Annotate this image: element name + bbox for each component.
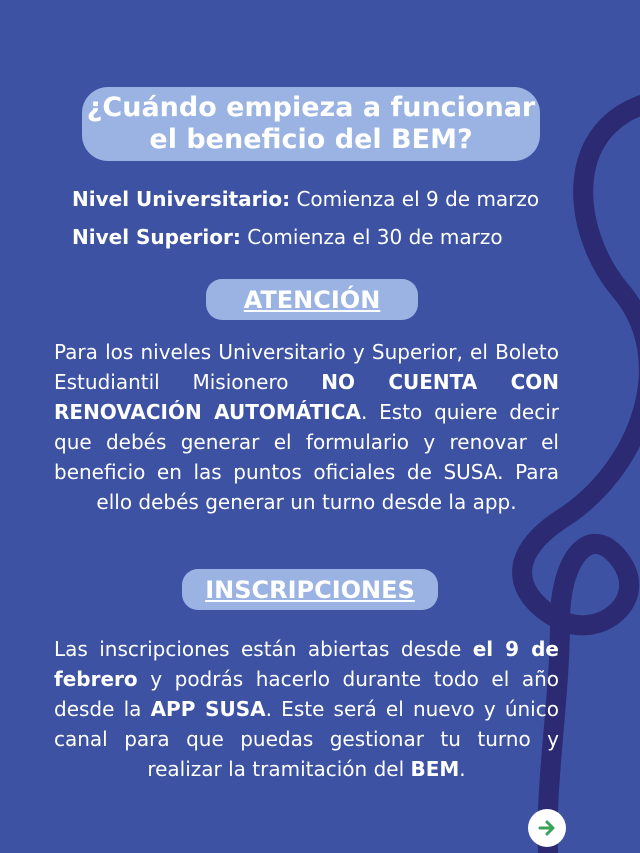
atencion-text-2: . Esto quiere decir que debés generar el formulario y renovar el beneficio en las puntos oficiales de SUSA. Para ello debés generar un turno desde la app. <box>54 400 559 514</box>
level-label: Nivel Superior: <box>72 225 241 249</box>
level-universitario <box>72 180 592 218</box>
atencion-text-1: Para los niveles Universitario y Superior, el Boleto Estudiantil Misionero <box>54 340 559 394</box>
title-pill <box>82 87 540 161</box>
inscripciones-paragraph <box>54 634 559 784</box>
inscripciones-heading: INSCRIPCIONES <box>182 569 438 610</box>
level-text: Comienza el 9 de marzo <box>290 187 540 211</box>
arrow-right-icon <box>537 818 557 838</box>
next-button[interactable] <box>528 809 566 847</box>
insc-bold-3: BEM <box>410 757 460 781</box>
insc-text-1: Las inscripciones están abiertas desde <box>54 637 473 661</box>
level-superior <box>72 218 592 256</box>
title-line-1: ¿Cuándo empieza a funcionar <box>86 92 536 123</box>
insc-text-3: . Este será el nuevo y único canal para que puedas gestionar tu turno y realizar la tramitación del <box>54 697 559 781</box>
insc-text-4: . <box>459 757 466 781</box>
levels-list <box>72 180 592 256</box>
insc-text-2: y podrás hacerlo durante todo el año desde la <box>54 667 559 721</box>
insc-bold-1: el 9 de febrero <box>54 637 559 691</box>
level-label: Nivel Universitario: <box>72 187 291 211</box>
insc-bold-2: APP SUSA <box>150 697 266 721</box>
atencion-paragraph <box>54 337 559 517</box>
level-text: Comienza el 30 de marzo <box>240 225 503 249</box>
atencion-bold-1: NO CUENTA CON RENOVACIÓN AUTOMÁTICA <box>54 370 559 424</box>
title-line-2: el beneficio del BEM? <box>149 124 473 155</box>
atencion-heading: ATENCIÓN <box>206 279 418 320</box>
